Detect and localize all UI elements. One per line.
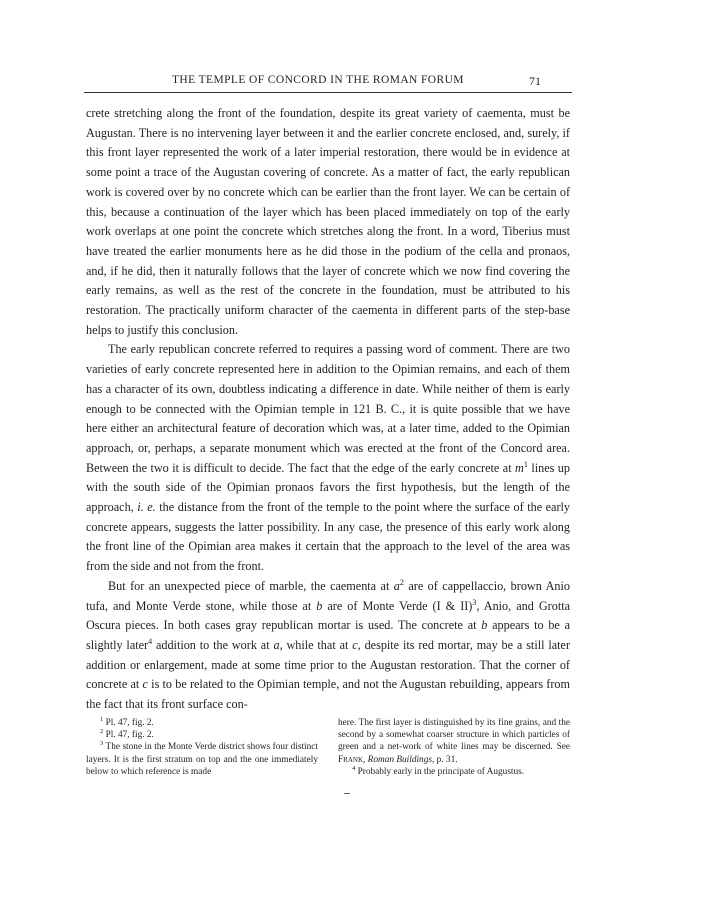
paragraph-3-text: But for an unexpected piece of marble, the caementa at (108, 578, 394, 593)
footnote-number: 2 (100, 728, 104, 736)
footnote-4 (338, 766, 570, 778)
stray-mark (344, 793, 350, 794)
header-rule (84, 92, 572, 93)
footnote-text: , p. 31. (431, 754, 458, 765)
footnote-text: Pl. 47, fig. 2. (103, 718, 154, 728)
paragraph-3 (86, 577, 570, 715)
paragraph-2-text: the distance from the front of the temple to the point where the surface of the early concrete appears, suggests the latter possibility. In any case, the presence of this early work along the front line of the Opimian area makes it certain that the approach to the level of the area was from the side and not from the front. (86, 500, 571, 574)
paragraph-3-text: is to be related to the Opimian temple, and not the Augustan rebuilding, appears from the fact that its front surface con- (86, 677, 570, 712)
paragraph-3-text: are of cappellaccio, brown Anio tufa, and Monte Verde stone, while those at (86, 578, 570, 613)
italic-abbrev: i. e. (137, 500, 156, 515)
ref-letter: a (393, 578, 400, 593)
footnote-3 (86, 741, 318, 778)
paragraph-1 (86, 104, 570, 340)
paragraph-2 (86, 340, 570, 576)
ref-letter: c (142, 677, 148, 692)
footnote-text: Probably early in the principate of Augustus. (355, 766, 525, 777)
footnote-ref: 2 (399, 577, 404, 587)
paragraph-2-text: lines up with the south side of the Opimian pronaos favors the first hypothesis, but the length of the approach, (86, 460, 570, 515)
superscript: 1 (523, 459, 528, 469)
paragraph-3-text: addition to the work at (152, 637, 274, 652)
footnote-1 (86, 717, 318, 729)
author-name: Frank (338, 754, 364, 765)
ref-letter: c (352, 637, 358, 652)
running-title: THE TEMPLE OF CONCORD IN THE ROMAN FORUM (172, 74, 464, 86)
ref-letter: m (515, 460, 524, 475)
footnote-text: here. The first layer is distinguished by its fine grains, and the second by a somewhat coarser structure in which particles of green and a net-work of white lines may be discerned. See (338, 718, 570, 753)
footnote-text: Pl. 47, fig. 2. (103, 730, 154, 741)
footnote-ref: 3 (472, 597, 477, 607)
paragraph-3-text: , while that at (279, 637, 353, 652)
footnotes-right-column (338, 717, 570, 778)
ref-letter: b (316, 598, 323, 613)
footnote-3-continued (338, 717, 570, 766)
ref-letter: a (273, 637, 280, 652)
ref-letter: b (481, 618, 488, 633)
page-number: 71 (529, 74, 541, 88)
paragraph-3-text: appears to be a slightly later (86, 618, 570, 652)
footnote-number: 4 (352, 764, 356, 772)
body-text (86, 104, 570, 715)
footnote-text: , (363, 754, 368, 765)
footnote-2 (86, 729, 318, 741)
footnote-ref: 4 (148, 636, 153, 646)
book-title: Roman Buildings (367, 754, 432, 765)
paragraph-3-text: , despite its red mortar, may be a still later addition or enlargement, made at some time prior to the Augustan restoration. That the corner of concrete at (86, 637, 570, 692)
footnotes-left-column (86, 717, 318, 778)
footnote-number: 3 (100, 740, 104, 748)
paragraph-1-text: crete stretching along the front of the foundation, despite its great variety of caementa, must be Augustan. There is no intervening layer between it and the earlier concrete enclosed, and, surely, if this front layer represented the work of a later imperial restoration, there would be in evidence at some point a trace of the Augustan covering of concrete. As a matter of fact, the early republican work is covered over by no concrete which can be earlier than the front layer. We can be certain of this, because a continuation of the layer which has been placed immediately on top of the early work overlaps at one point the concrete which stretches along the front. In a word, Tiberius must have treated the earlier monuments here as he did those in the podium of the cella and pronaos, and, if he did, then it naturally follows that the layer of concrete which we now find covering the early remains, as well as the rest of the concrete in the foundation, must be attributed to his restoration. The practically uniform character of the caementa in different parts of the step-base helps to justify this conclusion. (86, 106, 570, 337)
footnote-number: 1 (100, 715, 104, 723)
paragraph-3-text: , Anio, and Grotta Oscura pieces. In both cases gray republican mortar is used. The concrete at (86, 598, 570, 633)
paragraph-2-text: The early republican concrete referred to requires a passing word of comment. There are two varieties of early concrete represented here in addition to the Opimian remains, and each of them has a character of its own, doubtless indicating a difference in date. While neither of them is early enough to be connected with the Opimian temple in 121 B. C., it is quite possible that we have here either an architectural feature of decoration which was, at a later time, added to the Opimian approach, or, perhaps, a separate monument which was erected at the front of the Concord area. Between the two it is difficult to decide. The fact that the edge of the early concrete at (86, 342, 570, 475)
footnote-text: The stone in the Monte Verde district shows four distinct layers. It is the first stratum on top and the one immediately below to which reference is made (86, 742, 318, 777)
paragraph-3-text: are of Monte Verde (I & II) (322, 598, 473, 613)
